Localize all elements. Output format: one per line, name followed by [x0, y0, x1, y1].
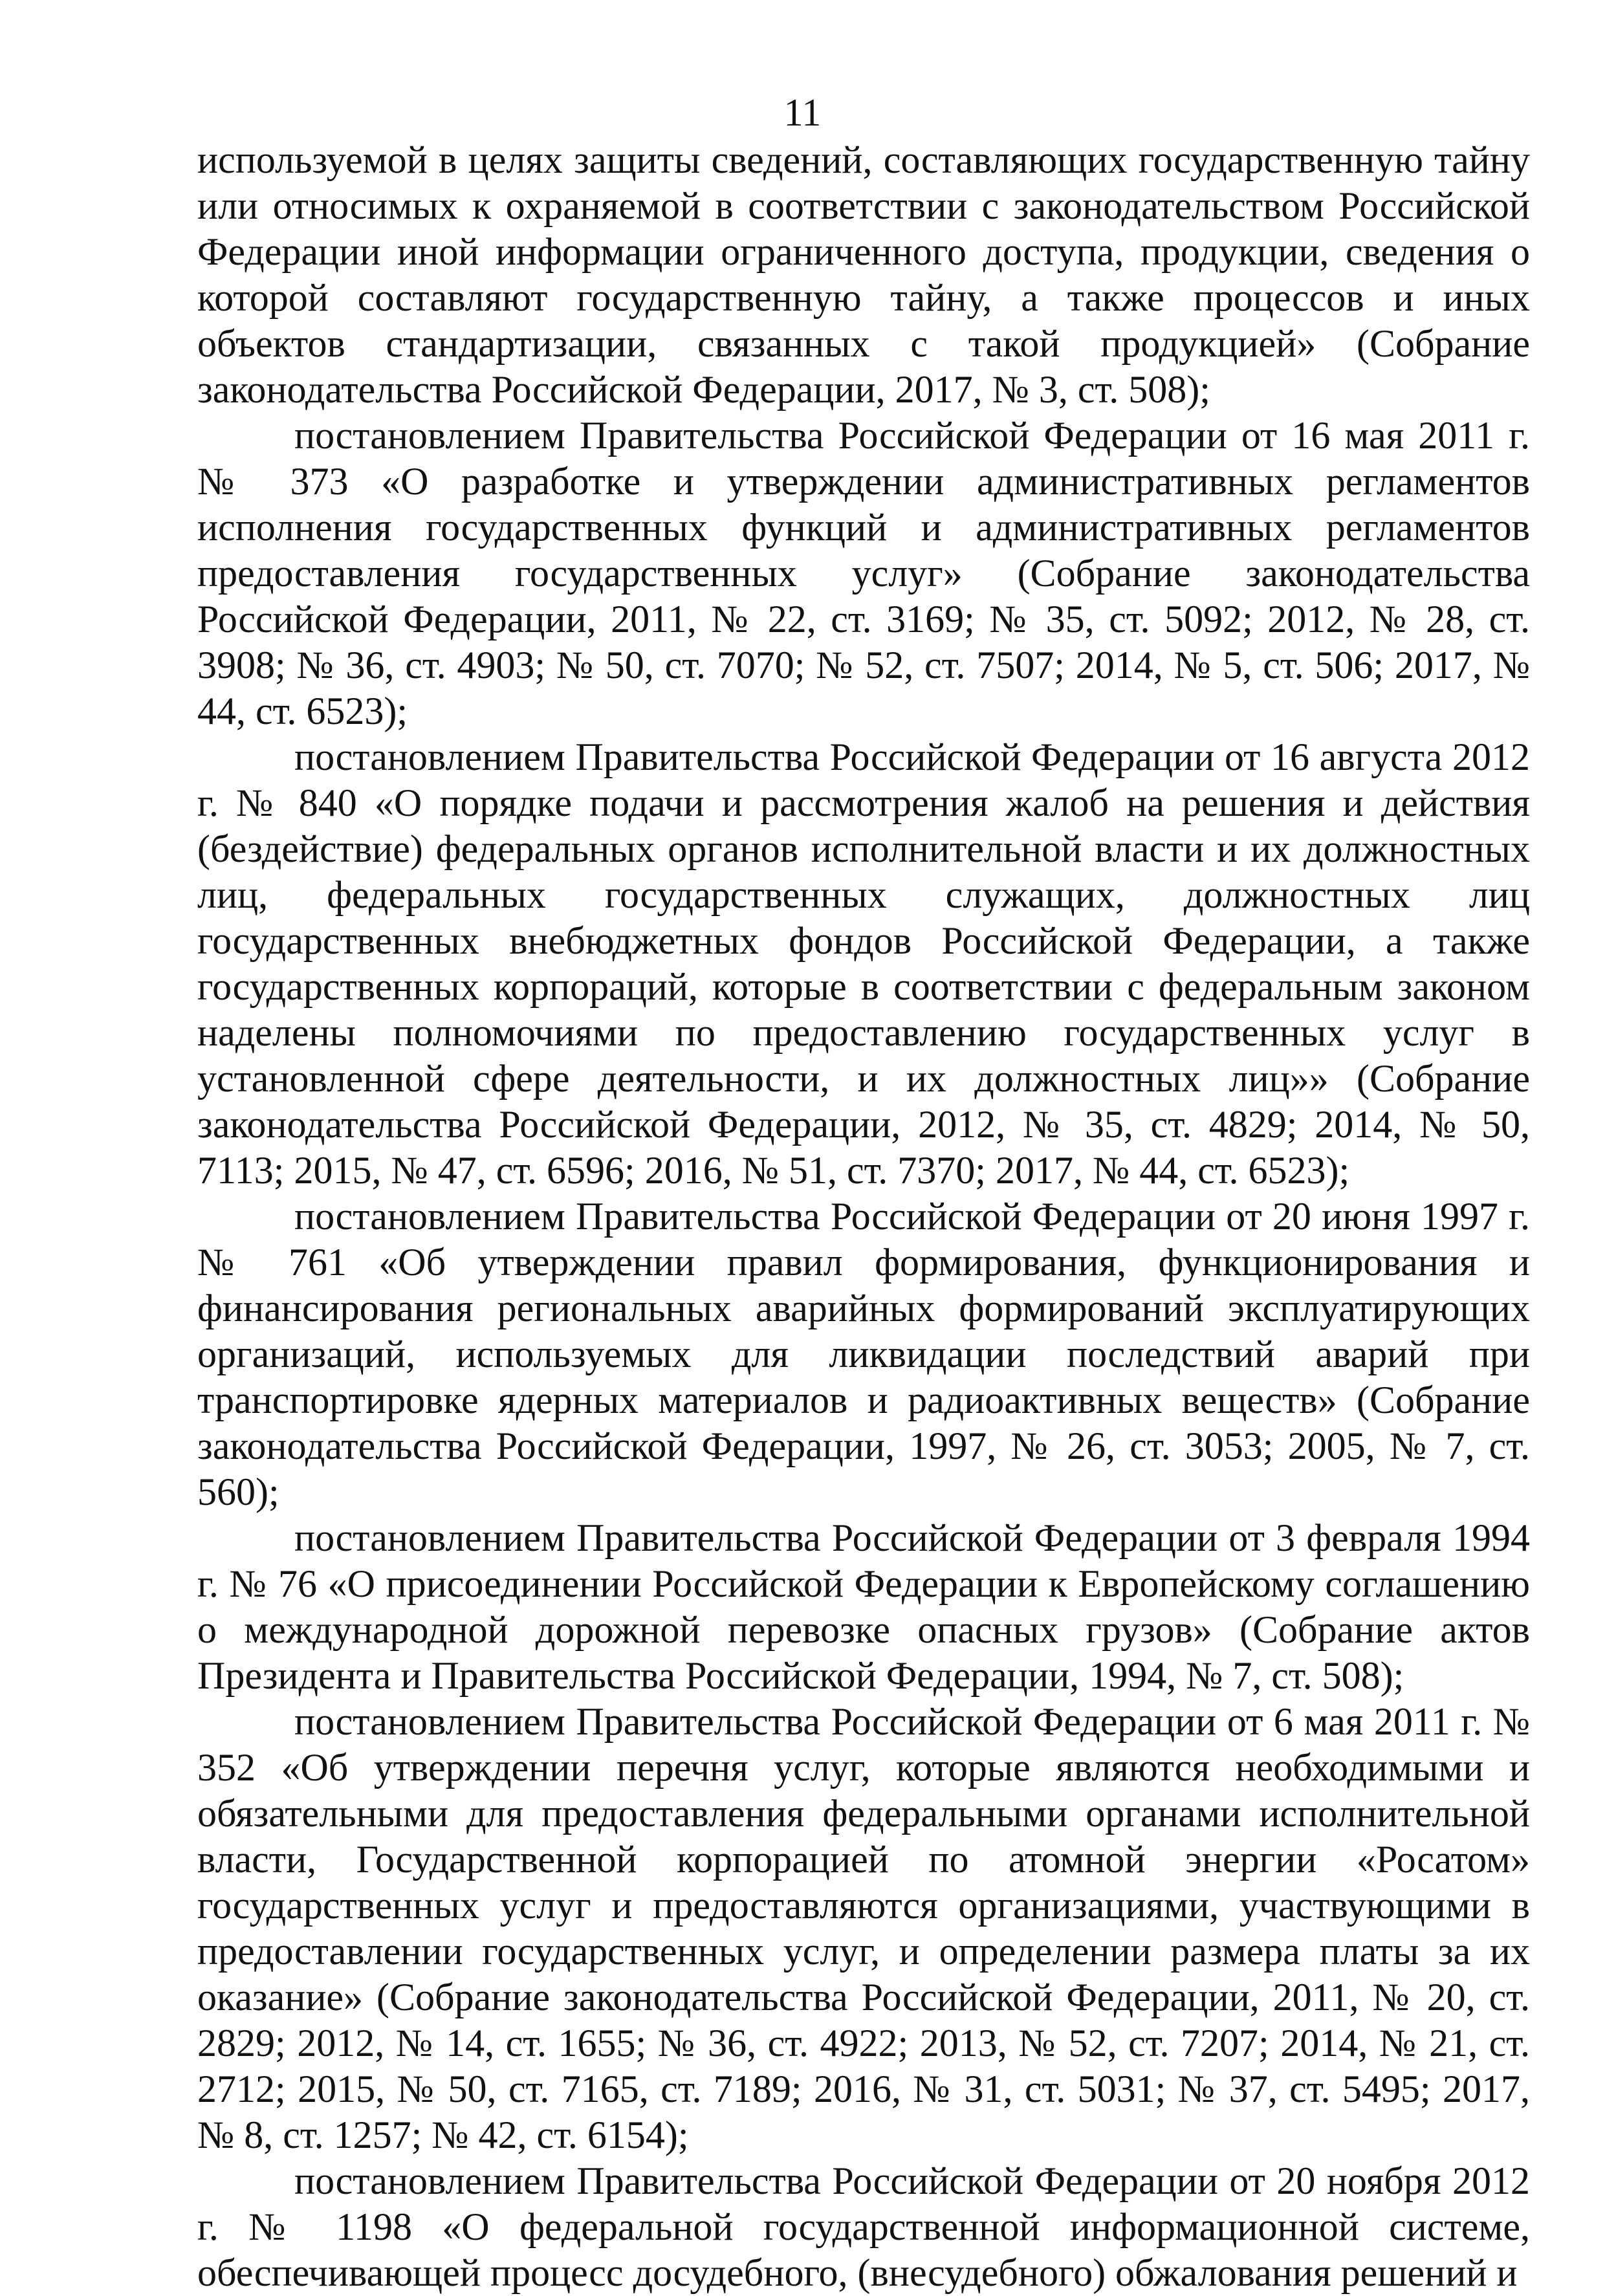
paragraph-resolution-840: постановлением Правительства Российской Федерации от 16 августа 2012 г. № 840 «О порядке подачи и рассмотрения жалоб на решения и действия (бездействие) федеральных органов исполнительной власти и их должностных лиц, федеральных государственных служащих, должностных лиц государственных внебюджетных фондов Российской Федерации, а также государственных корпораций, которые в соответствии с федеральным законом наделены полномочиями по предоставлению государственных услуг в установленной сфере деятельности, и их должностных лиц»» (Собрание законодательства Российской Федерации, 2012, № 35, ст. 4829; 2014, № 50, 7113; 2015, № 47, ст. 6596; 2016, № 51, ст. 7370; 2017, № 44, ст. 6523); [197, 736, 1530, 1192]
paragraph-continuation: используемой в целях защиты сведений, составляющих государственную тайну или относимых к охраняемой в соответствии с законодательством Российской Федерации иной информации ограниченного доступа, продукции, сведения о которой составляют государственную тайну, а также процессов и иных объектов стандартизации, связанных с такой продукцией» (Собрание законодательства Российской Федерации, 2017, № 3, ст. 508); [197, 138, 1530, 411]
paragraph-resolution-373: постановлением Правительства Российской Федерации от 16 мая 2011 г. № 373 «О разработке и утверждении административных регламентов исполнения государственных функций и административных регламентов предоставления государственных услуг» (Собрание законодательства Российской Федерации, 2011, № 22, ст. 3169; № 35, ст. 5092; 2012, № 28, ст. 3908; № 36, ст. 4903; № 50, ст. 7070; № 52, ст. 7507; 2014, № 5, ст. 506; 2017, № 44, ст. 6523); [197, 414, 1530, 732]
paragraph-resolution-1198: постановлением Правительства Российской Федерации от 20 ноября 2012 г. № 1198 «О федеральной государственной информационной системе, обеспечивающей процесс досудебного, (внесудебного) обжалования решений и [197, 2159, 1530, 2294]
paragraph-resolution-352: постановлением Правительства Российской Федерации от 6 мая 2011 г. № 352 «Об утверждении перечня услуг, которые являются необходимыми и обязательными для предоставления федеральными органами исполнительной власти, Государственной корпорацией по атомной энергии «Росатом» государственных услуг и предоставляются организациями, участвующими в предоставлении государственных услуг, и определении размера платы за их оказание» (Собрание законодательства Российской Федерации, 2011, № 20, ст. 2829; 2012, № 14, ст. 1655; № 36, ст. 4922; 2013, № 52, ст. 7207; 2014, № 21, ст. 2712; 2015, № 50, ст. 7165, ст. 7189; 2016, № 31, ст. 5031; № 37, ст. 5495; 2017, № 8, ст. 1257; № 42, ст. 6154); [197, 1700, 1530, 2156]
document-body [197, 137, 1530, 2296]
page-number: 11 [783, 91, 822, 134]
paragraph-resolution-76: постановлением Правительства Российской Федерации от 3 февраля 1994 г. № 76 «О присоединении Российской Федерации к Европейскому соглашению о международной дорожной перевозке опасных грузов» (Собрание актов Президента и Правительства Российской Федерации, 1994, № 7, ст. 508); [197, 1516, 1530, 1697]
paragraph-resolution-761: постановлением Правительства Российской Федерации от 20 июня 1997 г. № 761 «Об утверждении правил формирования, функционирования и финансирования региональных аварийных формирований эксплуатирующих организаций, используемых для ликвидации последствий аварий при транспортировке ядерных материалов и радиоактивных веществ» (Собрание законодательства Российской Федерации, 1997, № 26, ст. 3053; 2005, № 7, ст. 560); [197, 1195, 1530, 1513]
